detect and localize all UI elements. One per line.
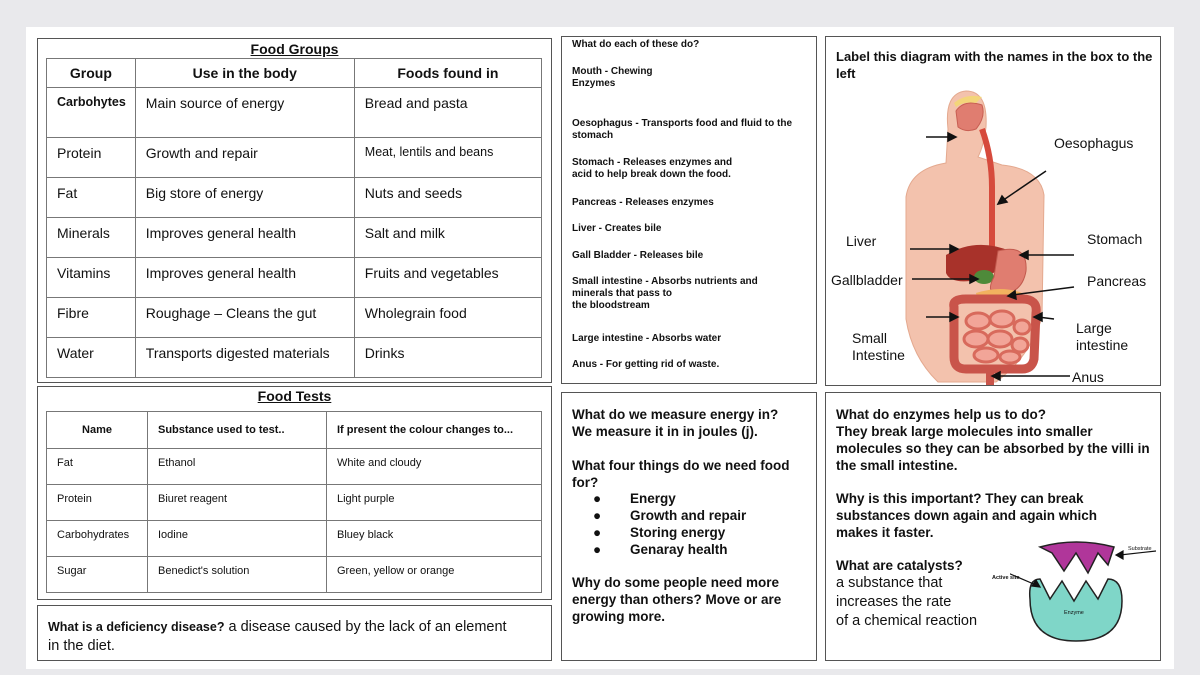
substrate-shape [1040, 542, 1114, 573]
food-groups-title: Food Groups [250, 41, 339, 57]
organ-stomach: Stomach - Releases enzymes and acid to help break down the food. [572, 157, 733, 180]
table-cell: Water [47, 338, 136, 378]
small-intestine-coils [964, 311, 1030, 363]
table-row [47, 218, 542, 258]
energy-answer: We measure it in in joules (j). [572, 424, 758, 439]
table-cell: White and cloudy [327, 449, 542, 485]
label-pancreas: Pancreas [1087, 273, 1147, 289]
energy-difference-text: Why do some people need more energy than others? Move or are growing more. [572, 575, 782, 624]
organ-gall-bladder: Gall Bladder - Releases bile [572, 250, 704, 261]
deficiency-question: What is a deficiency disease? [48, 620, 225, 634]
table-cell: Roughage – Cleans the gut [135, 298, 354, 338]
energy-panel [561, 392, 817, 661]
bullet-icon: ● [593, 542, 602, 557]
need-text: Energy [630, 491, 676, 506]
table-cell: Improves general health [135, 258, 354, 298]
food-needs-list [572, 490, 746, 558]
organ-anus: Anus - For getting rid of waste. [572, 359, 720, 370]
table-cell: Bluey black [327, 521, 542, 557]
need-text: Storing energy [630, 525, 726, 540]
catalysts-question: What are catalysts? [836, 558, 963, 573]
table-cell: Improves general health [135, 218, 354, 258]
deficiency-answer: a disease caused by the lack of an element in the diet. [48, 619, 507, 654]
bullet-icon: ● [593, 491, 602, 506]
label-large-intestine: Large intestine [1076, 320, 1129, 353]
table-row [47, 178, 542, 218]
food-groups-table [46, 58, 542, 378]
food-tests-table [46, 411, 542, 593]
list-item [572, 490, 746, 507]
enzymes-panel [825, 392, 1161, 661]
label-anus: Anus [1072, 369, 1104, 385]
column-header: Foods found in [354, 59, 541, 88]
table-cell: Nuts and seeds [354, 178, 541, 218]
food-groups-panel [37, 38, 552, 383]
table-row [47, 258, 542, 298]
catalysts-answer: a substance that increases the rate of a chemical reaction [836, 575, 978, 629]
table-cell: Drinks [354, 338, 541, 378]
need-text: Genaray health [630, 542, 728, 557]
substrate-label: Substrate [1128, 546, 1152, 552]
table-row [47, 88, 542, 138]
table-row [47, 298, 542, 338]
enzyme-substrate-diagram [1010, 539, 1160, 649]
table-cell: Fibre [47, 298, 136, 338]
digestion-question: What do each of these do? [572, 39, 700, 50]
table-cell: Salt and milk [354, 218, 541, 258]
table-row [47, 338, 542, 378]
table-cell: Main source of energy [135, 88, 354, 138]
energy-question: What do we measure energy in? [572, 407, 779, 422]
table-cell: Meat, lentils and beans [354, 138, 541, 178]
active-site-label: Active site [992, 575, 1020, 581]
list-item [572, 524, 746, 541]
label-liver: Liver [846, 233, 877, 249]
table-cell: Bread and pasta [354, 88, 541, 138]
column-header: Group [47, 59, 136, 88]
label-stomach: Stomach [1087, 231, 1143, 247]
food-tests-panel [37, 386, 552, 600]
deficiency-panel [37, 605, 552, 661]
table-cell: Carbohydrates [47, 521, 148, 557]
column-header: Name [47, 412, 148, 449]
table-cell: Protein [47, 485, 148, 521]
label-gallbladder: Gallbladder [831, 272, 903, 288]
organ-liver: Liver - Creates bile [572, 223, 662, 234]
organ-large-intestine: Large intestine - Absorbs water [572, 333, 722, 344]
table-cell: Transports digested materials [135, 338, 354, 378]
list-item [572, 541, 746, 558]
table-cell: Vitamins [47, 258, 136, 298]
digestion-functions-panel [561, 36, 817, 384]
table-cell: Minerals [47, 218, 136, 258]
table-cell: Big store of energy [135, 178, 354, 218]
table-row [47, 138, 542, 178]
gallbladder-shape [974, 270, 994, 284]
table-cell: Fat [47, 178, 136, 218]
table-cell: Growth and repair [135, 138, 354, 178]
table-cell: Benedict's solution [148, 557, 327, 593]
table-row [47, 521, 542, 557]
column-header: Use in the body [135, 59, 354, 88]
table-row [47, 485, 542, 521]
table-cell: Fat [47, 449, 148, 485]
table-cell: Iodine [148, 521, 327, 557]
column-header: If present the colour changes to... [327, 412, 542, 449]
table-row [47, 449, 542, 485]
digestive-diagram-panel [825, 36, 1161, 386]
table-cell: Green, yellow or orange [327, 557, 542, 593]
column-header: Substance used to test.. [148, 412, 327, 449]
need-text: Growth and repair [630, 508, 747, 523]
deficiency-text [48, 618, 518, 656]
organ-mouth: Mouth - Chewing Enzymes [572, 66, 653, 89]
table-cell: Biuret reagent [148, 485, 327, 521]
food-tests-title: Food Tests [257, 388, 332, 404]
bullet-icon: ● [593, 525, 602, 540]
table-cell: Carbohytes [47, 88, 136, 138]
importance-text: Why is this important? They can break substances down again and again which makes it faster. [836, 491, 1098, 540]
enzyme-label: Enzyme [1064, 610, 1084, 616]
enzymes-answer: They break large molecules into smaller molecules so they can be absorbed by the villi in the small intestine. [836, 424, 1150, 473]
enzymes-question: What do enzymes help us to do? [836, 407, 1047, 422]
label-oesophagus: Oesophagus [1054, 135, 1134, 151]
food-needs-question: What four things do we need food for? [572, 458, 790, 490]
table-cell: Protein [47, 138, 136, 178]
table-cell: Wholegrain food [354, 298, 541, 338]
list-item [572, 507, 746, 524]
organ-oesophagus: Oesophagus - Transports food and fluid to the stomach [572, 118, 792, 141]
table-row [47, 557, 542, 593]
table-cell: Light purple [327, 485, 542, 521]
table-cell: Ethanol [148, 449, 327, 485]
bullet-icon: ● [593, 508, 602, 523]
label-small-intestine: Small Intestine [852, 330, 905, 363]
diagram-instruction: Label this diagram with the names in the box to the left [836, 49, 1153, 81]
worksheet [26, 27, 1174, 669]
organ-pancreas: Pancreas - Releases enzymes [572, 197, 714, 208]
organ-small-intestine: Small intestine - Absorbs nutrients and minerals that pass to the bloodstream [572, 276, 758, 311]
table-cell: Sugar [47, 557, 148, 593]
table-cell: Fruits and vegetables [354, 258, 541, 298]
